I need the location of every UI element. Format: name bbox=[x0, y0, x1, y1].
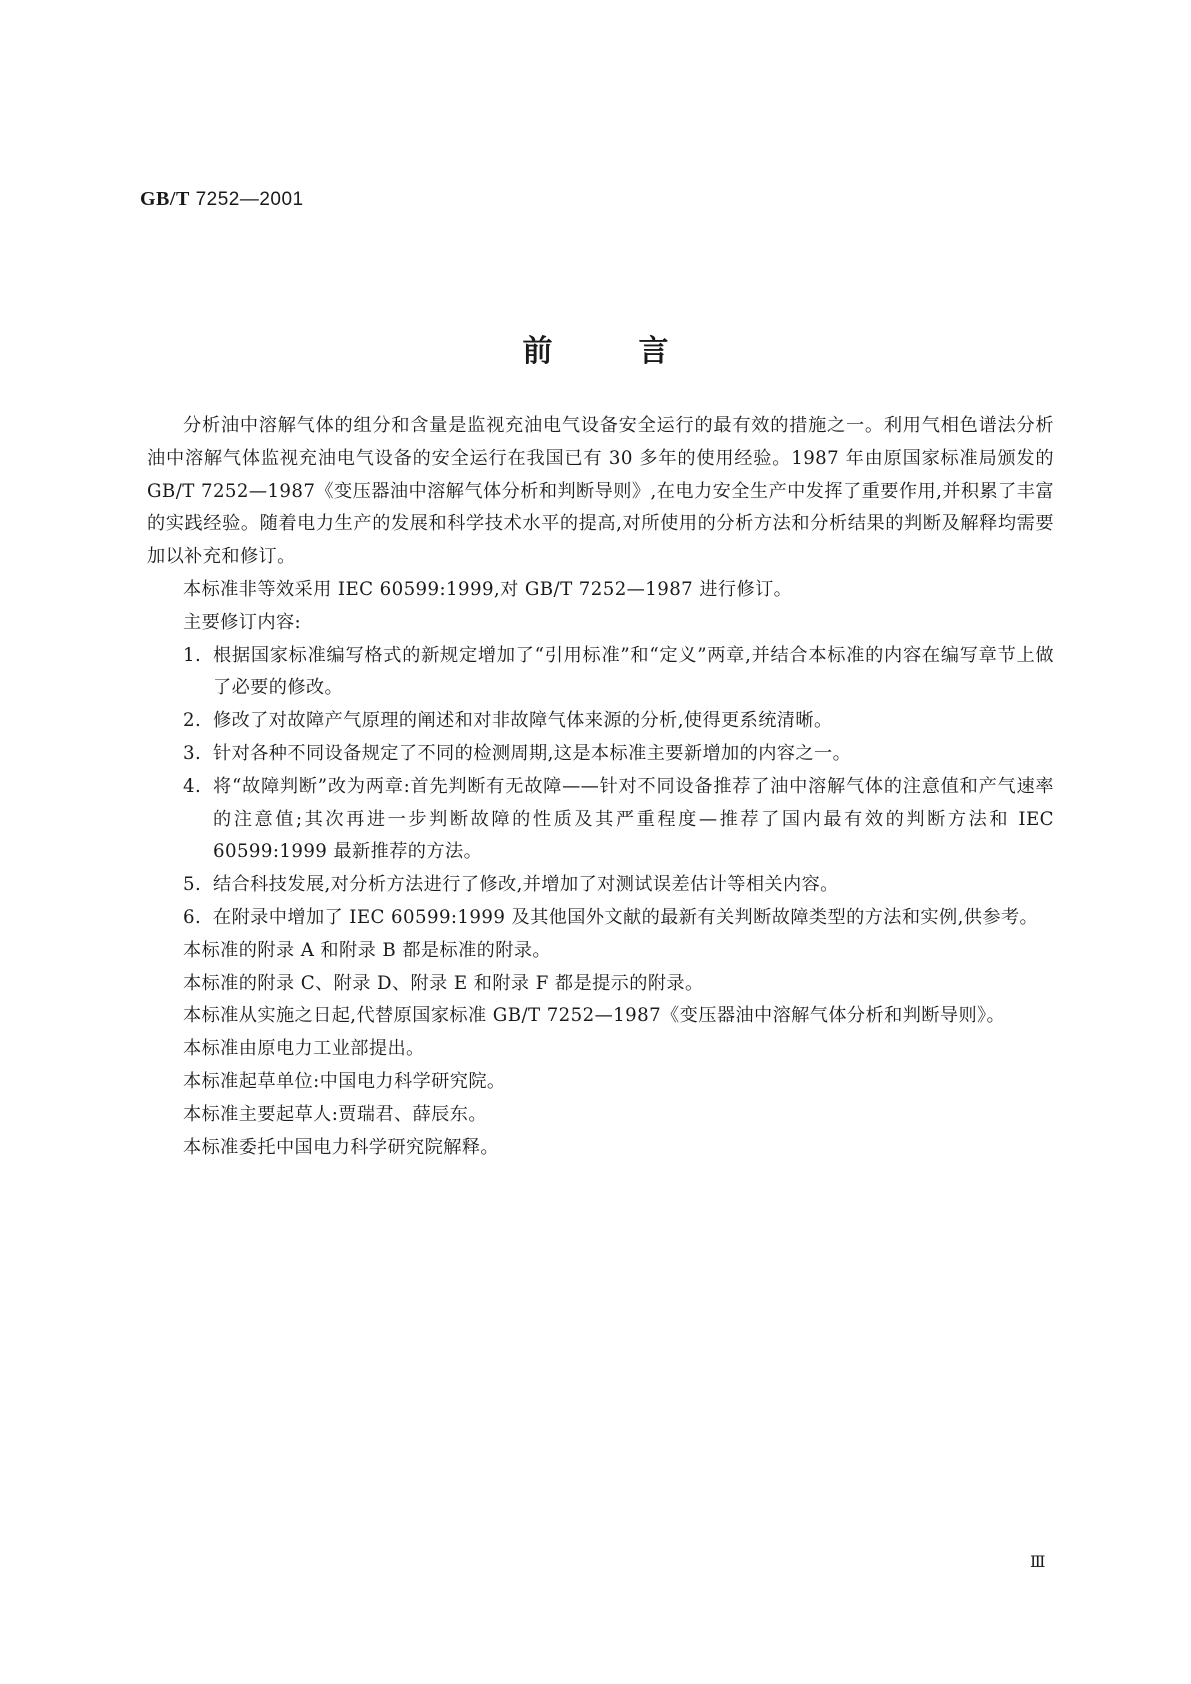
revision-text: 修改了对故障产气原理的阐述和对非故障气体来源的分析,使得更系统清晰。 bbox=[213, 710, 833, 732]
revision-text: 根据国家标准编写格式的新规定增加了“引用标准”和“定义”两章,并结合本标准的内容在编写章节上做了必要的修改。 bbox=[213, 644, 1054, 699]
revision-text: 针对各种不同设备规定了不同的检测周期,这是本标准主要新增加的内容之一。 bbox=[213, 742, 852, 764]
revision-item bbox=[147, 640, 1054, 706]
standard-code-number: 7252—2001 bbox=[189, 189, 304, 210]
intro-paragraph: 分析油中溶解气体的组分和含量是监视充油电气设备安全运行的最有效的措施之一。利用气相色谱法分析油中溶解气体监视充油电气设备的安全运行在我国已有 30 多年的使用经验。1987 年由原国家标准局颁发的 GB/T 7252—1987《变压器油中溶解气体分析和判断导则》,在电力安全生产中发挥了重要作用,并积累了丰富的实践经验。随着电力生产的发展和科学技术水平的提高,对所使用的分析方法和分析结果的判断及解释均需要加以补充和修订。 bbox=[147, 415, 1054, 568]
page-title: 前言 bbox=[522, 334, 755, 369]
interpretation-paragraph: 本标准委托中国电力科学研究院解释。 bbox=[183, 1136, 499, 1158]
revision-item bbox=[147, 738, 1054, 771]
revision-item bbox=[147, 869, 1054, 902]
revision-number: 6. bbox=[183, 906, 202, 928]
replaces-paragraph: 本标准从实施之日起,代替原国家标准 GB/T 7252—1987《变压器油中溶解气体分析和判断导则》。 bbox=[183, 1005, 1006, 1027]
revision-item bbox=[147, 705, 1054, 738]
informative-appendix-paragraph: 本标准的附录 C、附录 D、附录 E 和附录 F 都是提示的附录。 bbox=[183, 972, 704, 994]
revision-number: 3. bbox=[183, 742, 202, 764]
revision-number: 5. bbox=[183, 874, 202, 896]
standard-code-header bbox=[140, 188, 304, 211]
revision-text: 将“故障判断”改为两章:首先判断有无故障——针对不同设备推荐了油中溶解气体的注意值和产气速率的注意值;其次再进一步判断故障的性质及其严重程度—推荐了国内最有效的判断方法和 IEC 60599:1999 最新推荐的方法。 bbox=[213, 775, 1054, 863]
revision-text: 在附录中增加了 IEC 60599:1999 及其他国外文献的最新有关判断故障类型的方法和实例,供参考。 bbox=[213, 906, 1039, 928]
revision-number: 1. bbox=[183, 644, 202, 666]
drafting-unit-paragraph: 本标准起草单位:中国电力科学研究院。 bbox=[183, 1070, 506, 1092]
revision-text: 结合科技发展,对分析方法进行了修改,并增加了对测试误差估计等相关内容。 bbox=[213, 874, 839, 896]
normative-appendix-paragraph: 本标准的附录 A 和附录 B 都是标准的附录。 bbox=[183, 939, 552, 961]
revision-number: 2. bbox=[183, 710, 202, 732]
revision-item bbox=[147, 902, 1054, 935]
adoption-paragraph: 本标准非等效采用 IEC 60599:1999,对 GB/T 7252—1987 进行修订。 bbox=[183, 578, 793, 600]
proposed-by-paragraph: 本标准由原电力工业部提出。 bbox=[183, 1038, 425, 1060]
revision-item bbox=[147, 771, 1054, 869]
page-number: Ⅲ bbox=[1030, 1552, 1046, 1571]
standard-code-prefix: GB/T bbox=[140, 188, 190, 210]
foreword-body bbox=[147, 410, 1054, 1164]
revision-number: 4. bbox=[183, 775, 202, 797]
drafters-paragraph: 本标准主要起草人:贾瑞君、薛辰东。 bbox=[183, 1103, 487, 1125]
revisions-heading: 主要修订内容: bbox=[183, 611, 302, 633]
